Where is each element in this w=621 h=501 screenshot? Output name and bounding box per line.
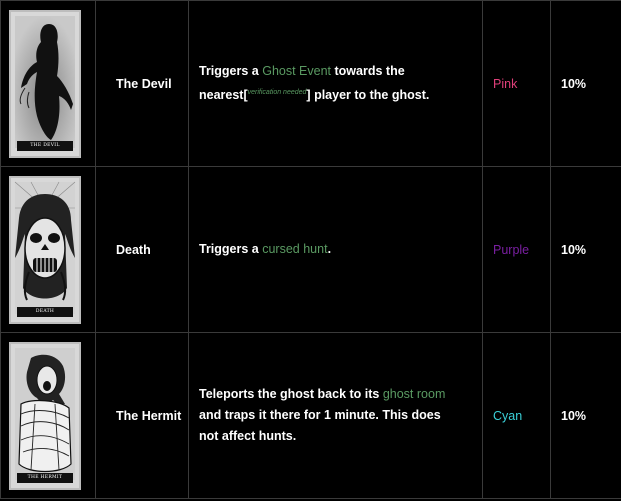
effect-text: Triggers a xyxy=(199,63,263,78)
card-name: The Devil xyxy=(96,1,189,167)
devil-figure xyxy=(11,12,79,156)
card-effect xyxy=(189,167,483,333)
effect-text: ] xyxy=(306,88,311,103)
table-row xyxy=(1,1,621,167)
card-image-cell xyxy=(1,167,96,333)
effect-text: towards the nearest xyxy=(199,63,405,103)
card-color: Cyan xyxy=(483,333,551,499)
card-image-cell xyxy=(1,1,96,167)
hermit-figure xyxy=(11,344,79,488)
wiki-link[interactable]: ghost room xyxy=(382,387,446,401)
card-name: Death xyxy=(96,167,189,333)
verification-note[interactable]: verification needed xyxy=(247,88,307,96)
card-color: Pink xyxy=(483,1,551,167)
wiki-link[interactable]: cursed hunt xyxy=(262,242,328,256)
card-image-cell xyxy=(1,333,96,499)
wiki-link[interactable]: Ghost Event xyxy=(262,63,332,78)
card-chance: 10% xyxy=(551,167,621,333)
hermit-card-icon[interactable] xyxy=(9,342,81,490)
card-chance: 10% xyxy=(551,333,621,499)
card-effect xyxy=(189,1,483,167)
card-effect xyxy=(189,333,483,499)
effect-text: Teleports the ghost back to its xyxy=(199,387,383,401)
death-card-icon[interactable] xyxy=(9,176,81,324)
card-plate: THE HERMIT xyxy=(17,473,73,483)
devil-card-icon[interactable] xyxy=(9,10,81,158)
effect-text: Triggers a xyxy=(199,242,263,256)
effect-text: player to the ghost. xyxy=(310,88,430,103)
card-color: Purple xyxy=(483,167,551,333)
card-name: The Hermit xyxy=(96,333,189,499)
card-plate: DEATH xyxy=(17,307,73,317)
death-figure xyxy=(11,178,79,322)
effect-text: [ xyxy=(243,88,248,103)
card-plate: THE DEVIL xyxy=(17,141,73,151)
effect-text: and traps it there for 1 minute. This does not affect hunts. xyxy=(199,408,441,443)
effect-text: . xyxy=(327,242,332,256)
table-row xyxy=(1,333,621,499)
table-row xyxy=(1,167,621,333)
card-chance: 10% xyxy=(551,1,621,167)
